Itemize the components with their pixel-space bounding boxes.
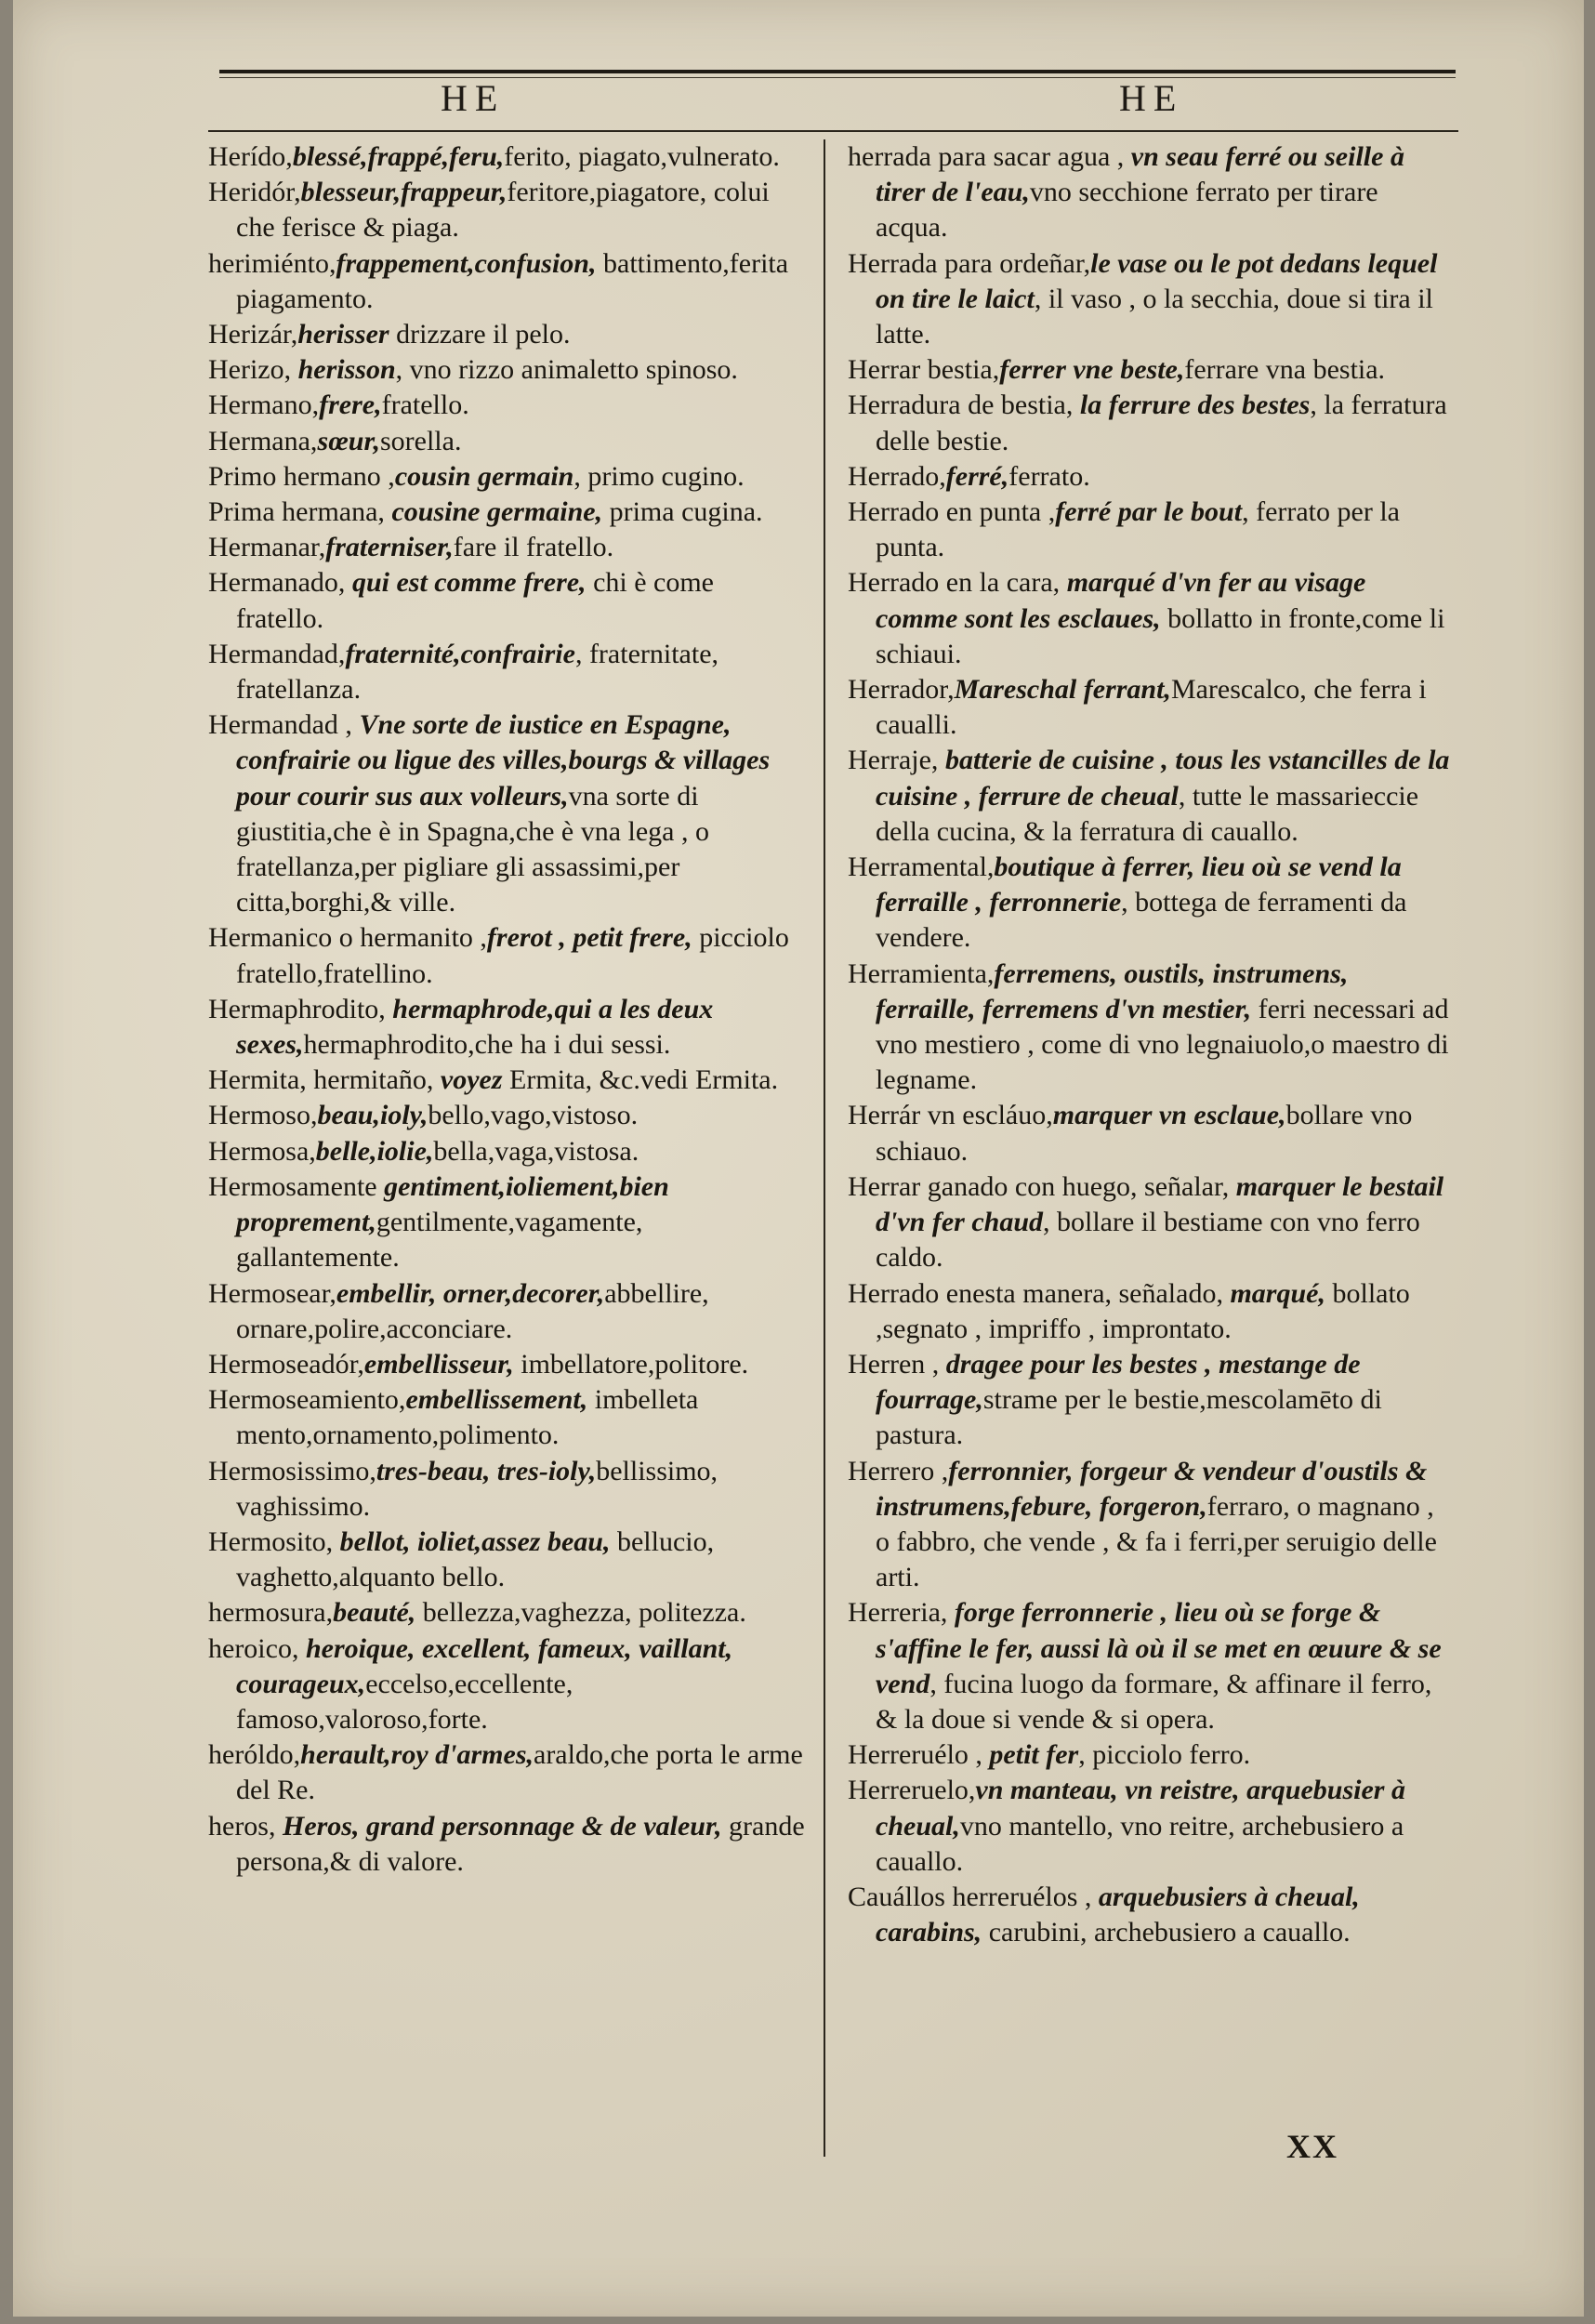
entry-headword: Herizo, <box>208 354 292 386</box>
entry-french: gentiment,ioliement,bien proprement, <box>236 1170 669 1238</box>
dictionary-entry <box>208 459 808 495</box>
entry-headword: hermosura, <box>208 1597 334 1629</box>
entry-italian: gentilmente,vagamente, gallantemente. <box>236 1207 643 1274</box>
dictionary-entry <box>848 1347 1452 1454</box>
dictionary-entry <box>848 139 1452 246</box>
dictionary-entry <box>848 1169 1452 1276</box>
entry-french: embellissement, <box>405 1384 588 1416</box>
entry-italian: vno mantello, vno reitre, archebusiero a cauallo. <box>876 1810 1404 1877</box>
entry-italian: bollare vno schiauo. <box>876 1100 1413 1167</box>
entry-italian: sorella. <box>379 425 462 456</box>
entry-headword: Hermoso, <box>208 1100 318 1131</box>
dictionary-entry <box>848 1454 1452 1596</box>
entry-headword: Hermaphrodito, <box>208 993 386 1024</box>
entry-french: vn seau ferré ou seille à tirer de l'eau, <box>876 141 1404 208</box>
dictionary-entry <box>848 352 1452 388</box>
entry-italian: chi è come fratello. <box>236 567 714 634</box>
entry-italian: bellucio, vaghetto,alquanto bello. <box>236 1525 715 1593</box>
entry-french: marqué d'vn fer au visage comme sont les esclaues, <box>876 567 1366 634</box>
entry-italian: Marescalco, che ferra i caualli. <box>876 674 1427 741</box>
entry-headword: Herreria, <box>848 1597 948 1629</box>
entry-french: petit fer <box>982 1739 1079 1771</box>
entry-french: herisser <box>297 319 389 350</box>
entry-italian: , il vaso , o la secchia, doue si tira il latte. <box>876 283 1433 350</box>
entry-french: fraterniser, <box>325 532 454 563</box>
entry-headword: Hermandad, <box>208 638 346 669</box>
dictionary-entry <box>208 1382 808 1453</box>
running-head-right: HE <box>1119 77 1184 119</box>
entry-headword: Herrado en la cara, <box>848 567 1061 599</box>
entry-italian: Ermita, &c.vedi Ermita. <box>502 1064 779 1096</box>
entry-headword: Hermanico o hermanito , <box>208 922 487 954</box>
entry-french: embellisseur, <box>363 1348 514 1380</box>
dictionary-entry <box>208 1737 808 1808</box>
dictionary-entry <box>848 495 1452 565</box>
dictionary-entry <box>848 1880 1452 1950</box>
entry-headword: Herreruelo, <box>848 1775 976 1806</box>
entry-italian: carubini, archebusiero a cauallo. <box>982 1917 1351 1948</box>
entry-french: frere, <box>319 390 382 421</box>
entry-italian: imbelleta mento,ornamento,polimento. <box>236 1384 699 1451</box>
right-column <box>848 139 1452 1950</box>
entry-french: sœur, <box>317 425 380 456</box>
entry-french: boutique à ferrer, lieu où se vend la ferraille , ferronnerie <box>876 852 1402 918</box>
signature-mark: XX <box>1286 2128 1338 2165</box>
dictionary-entry <box>208 1347 808 1382</box>
entry-italian: , tutte le massarieccie della cucina, & la ferratura di cauallo. <box>876 780 1419 847</box>
dictionary-entry <box>848 850 1452 957</box>
entry-french: heroique, excellent, fameux, vaillant, courageux, <box>236 1632 733 1699</box>
entry-italian: hermaphrodito,che ha i dui sessi. <box>303 1029 671 1061</box>
dictionary-entry <box>208 352 808 388</box>
entry-french: ferronnier, forgeur & vendeur d'oustils & instrumens,febure, forgeron, <box>876 1455 1428 1522</box>
entry-italian: , bollare il bestiame con vno ferro caldo. <box>876 1207 1420 1274</box>
entry-headword: Herraje, <box>848 745 939 776</box>
entry-headword: heróldo, <box>208 1739 301 1771</box>
entry-headword: Hermosear, <box>208 1277 336 1309</box>
left-column <box>208 139 808 1880</box>
dictionary-entry <box>208 1169 808 1276</box>
entry-headword: Herrado en punta , <box>848 496 1056 528</box>
entry-headword: Herradura de bestia, <box>848 390 1074 421</box>
entry-headword: Herrada para ordeñar, <box>848 247 1091 279</box>
entry-french: cousine germaine, <box>384 496 603 528</box>
entry-french: frerot , petit frere, <box>486 922 692 954</box>
entry-italian: vna sorte di giustitia,che è in Spagna,che è vna lega , o fratellanza,per pigliare gli assassimi,per citta,borghi,& ville. <box>236 780 709 918</box>
entry-headword: Hermosito, <box>208 1525 334 1557</box>
column-divider <box>824 139 825 2157</box>
dictionary-entry <box>208 388 808 423</box>
entry-headword: Hermano, <box>208 390 320 421</box>
entry-french: ferré par le bout <box>1055 496 1243 528</box>
entry-french: hermaphrode,qui a les deux sexes, <box>236 993 714 1061</box>
entry-italian: feritore,piagatore, colui che ferisce & piaga. <box>236 177 770 244</box>
entry-french: bellot, ioliet,assez beau, <box>333 1525 611 1557</box>
entry-french: la ferrure des bestes <box>1073 390 1311 421</box>
entry-italian: fratello. <box>381 390 469 421</box>
entry-headword: Herrado enesta manera, señalado, <box>848 1277 1223 1309</box>
entry-headword: Hermita, hermitaño, <box>208 1064 434 1096</box>
dictionary-entry <box>208 139 808 175</box>
entry-headword: herrada para sacar agua , <box>848 141 1125 172</box>
entry-french: ferré, <box>945 460 1009 492</box>
entry-headword: Herído, <box>208 141 293 172</box>
entry-french: beauté, <box>333 1597 416 1629</box>
entry-french: fraternité,confrairie <box>345 638 575 669</box>
entry-headword: Herizár, <box>208 319 298 350</box>
dictionary-entry <box>208 565 808 636</box>
entry-headword: Hermoseamiento, <box>208 1384 406 1416</box>
entry-italian: bollatto in fronte,come li schiaui. <box>876 602 1445 669</box>
entry-italian: araldo,che porta le arme del Re. <box>236 1739 803 1806</box>
entry-french: tres-beau, tres-ioly, <box>376 1455 597 1486</box>
entry-italian: , picciolo ferro. <box>1078 1739 1251 1771</box>
entry-headword: herimiénto, <box>208 247 336 279</box>
entry-italian: bellezza,vaghezza, politezza. <box>415 1597 746 1629</box>
entry-headword: Herrado, <box>848 460 946 492</box>
entry-headword: Herrár vn escláuo, <box>848 1100 1053 1131</box>
dictionary-entry <box>848 459 1452 495</box>
entry-headword: Hermosamente <box>208 1170 377 1202</box>
entry-french: vn manteau, vn reistre, arquebusier à cheual, <box>876 1775 1405 1842</box>
entry-headword: Hermanar, <box>208 532 326 563</box>
entry-french: voyez <box>433 1064 503 1096</box>
entry-french: belle,iolie, <box>315 1135 434 1167</box>
entry-italian: drizzare il pelo. <box>389 319 571 350</box>
entry-headword: Herren , <box>848 1348 940 1380</box>
entry-italian: abbellire, ornare,polire,acconciare. <box>236 1277 709 1344</box>
entry-headword: Hermosissimo, <box>208 1455 376 1486</box>
entry-headword: heros, <box>208 1810 276 1842</box>
entry-headword: Hermosa, <box>208 1135 316 1167</box>
entry-french: herisson <box>291 354 396 386</box>
entry-italian: fare il fratello. <box>453 532 614 563</box>
entry-headword: Hermanado, <box>208 567 346 599</box>
entry-italian: prima cugina. <box>602 496 763 528</box>
entry-headword: Herrero , <box>848 1455 949 1486</box>
dictionary-entry <box>208 920 808 991</box>
entry-italian: bello,vago,vistoso. <box>428 1100 639 1131</box>
dictionary-entry <box>848 246 1452 353</box>
dictionary-entry <box>208 1631 808 1738</box>
entry-french: beau,ioly, <box>317 1100 428 1131</box>
entry-italian: , ferrato per la punta. <box>876 496 1400 563</box>
dictionary-entry <box>208 1276 808 1347</box>
entry-headword: Primo hermano , <box>208 460 395 492</box>
column-top-rule <box>208 130 1458 132</box>
entry-french: frappement,confusion, <box>336 247 597 279</box>
entry-italian: , la ferratura delle bestie. <box>876 390 1447 456</box>
entry-italian: ferrato. <box>1008 460 1090 492</box>
entry-italian: picciolo fratello,fratellino. <box>236 922 789 989</box>
entry-headword: Hermana, <box>208 425 318 456</box>
dictionary-entry <box>848 1595 1452 1737</box>
top-rule <box>219 70 1456 73</box>
entry-headword: Herreruélo , <box>848 1739 982 1771</box>
dictionary-entry <box>208 317 808 352</box>
entry-headword: Herramental, <box>848 852 995 883</box>
entry-french: marqué, <box>1222 1277 1325 1309</box>
dictionary-entry <box>208 424 808 459</box>
entry-french: blesseur,frappeur, <box>300 177 508 208</box>
entry-italian: vno secchione ferrato per tirare acqua. <box>876 177 1378 244</box>
entry-italian: , fraternitate, fratellanza. <box>236 638 719 706</box>
entry-french: Vne sorte de iustice en Espagne, confrairie ou ligue des villes,bourgs & villages pour courir sus aux volleurs, <box>236 709 771 812</box>
entry-italian: eccelso,eccellente, famoso,valoroso,forte. <box>236 1668 573 1735</box>
dictionary-entry <box>208 637 808 707</box>
dictionary-entry <box>848 565 1452 672</box>
dictionary-entry <box>208 1098 808 1133</box>
entry-french: ferremens, oustils, instrumens, ferraille, ferremens d'vn mestier, <box>876 957 1349 1024</box>
entry-italian: ferito, piagato,vulnerato. <box>504 141 780 172</box>
entry-french: marquer vn esclaue, <box>1052 1100 1286 1131</box>
entry-headword: Hermoseadór, <box>208 1348 364 1380</box>
scanned-page <box>13 0 1584 2317</box>
dictionary-entry <box>208 707 808 920</box>
dictionary-entry <box>848 743 1452 850</box>
entry-french: le vase ou le pot dedans lequel on tire le laict <box>876 247 1438 314</box>
entry-italian: bollato ,segnato , impriffo , improntato. <box>876 1277 1410 1344</box>
entry-italian: ferrare vna bestia. <box>1184 354 1386 386</box>
entry-headword: Herrar ganado con huego, señalar, <box>848 1170 1230 1202</box>
dictionary-entry <box>848 672 1452 743</box>
entry-italian: , bottega de ferramenti da vendere. <box>876 887 1407 954</box>
entry-french: cousin germain <box>394 460 574 492</box>
dictionary-entry <box>848 1737 1452 1773</box>
entry-french: herault,roy d'armes, <box>300 1739 534 1771</box>
entry-french: blessé,frappé,feru, <box>292 141 505 172</box>
entry-italian: ferraro, o magnano , o fabbro, che vende , & fa i ferri,per seruigio delle arti. <box>876 1490 1437 1593</box>
entry-french: Heros, grand personnage & de valeur, <box>275 1810 722 1842</box>
dictionary-entry <box>208 1063 808 1098</box>
entry-french: arquebusiers à cheual, carabins, <box>876 1881 1360 1948</box>
entry-french: forge ferronnerie , lieu où se forge & s'affine le fer, aussi là où il se met en œuure & se vend <box>876 1597 1442 1699</box>
entry-italian: grande persona,& di valore. <box>236 1810 805 1877</box>
entry-french: batterie de cuisine , tous les vstancilles de la cuisine , ferrure de cheual <box>876 745 1450 812</box>
entry-italian: , vno rizzo animaletto spinoso. <box>395 354 738 386</box>
dictionary-entry <box>208 530 808 565</box>
running-head-left: HE <box>441 77 506 119</box>
dictionary-entry <box>208 1595 808 1631</box>
entry-headword: Prima hermana, <box>208 496 385 528</box>
dictionary-entry <box>848 1773 1452 1880</box>
entry-headword: Herrador, <box>848 674 955 706</box>
entry-headword: Heridór, <box>208 177 301 208</box>
entry-italian: ferri necessari ad vno mestiero , come di vno legnaiuolo,o maestro di legname. <box>876 993 1449 1096</box>
dictionary-entry <box>208 1134 808 1169</box>
dictionary-entry <box>208 1525 808 1595</box>
entry-french: Mareschal ferrant, <box>954 674 1171 706</box>
dictionary-entry <box>848 388 1452 458</box>
entry-italian: strame per le bestie,mescolamēto di pastura. <box>876 1384 1382 1451</box>
entry-italian: , primo cugino. <box>573 460 745 492</box>
entry-italian: bellissimo, vaghissimo. <box>236 1455 718 1522</box>
dictionary-entry <box>208 175 808 245</box>
entry-french: embellir, orner,decorer, <box>336 1277 605 1309</box>
dictionary-entry <box>848 1098 1452 1169</box>
dictionary-entry <box>208 992 808 1063</box>
entry-italian: , fucina luogo da formare, & affinare il ferro, & la doue si vende & si opera. <box>876 1668 1432 1735</box>
entry-italian: bella,vaga,vistosa. <box>433 1135 639 1167</box>
entry-french: dragee pour les bestes , mestange de fourrage, <box>876 1348 1361 1416</box>
entry-italian: imbellatore,politore. <box>513 1348 749 1380</box>
entry-headword: Herramienta, <box>848 957 995 989</box>
dictionary-entry <box>208 246 808 317</box>
dictionary-entry <box>208 1809 808 1880</box>
dictionary-entry <box>208 1454 808 1525</box>
dictionary-entry <box>848 1276 1452 1347</box>
entry-headword: Cauállos herreruélos , <box>848 1881 1092 1912</box>
entry-french: qui est comme frere, <box>345 567 587 599</box>
entry-headword: Hermandad , <box>208 709 352 741</box>
dictionary-entry <box>208 495 808 530</box>
entry-headword: heroico, <box>208 1632 299 1664</box>
entry-french: marquer le bestail d'vn fer chaud <box>876 1170 1444 1238</box>
entry-italian: battimento,ferita piagamento. <box>236 247 789 314</box>
entry-headword: Herrar bestia, <box>848 354 1000 386</box>
entry-french: ferrer vne beste, <box>999 354 1185 386</box>
dictionary-entry <box>848 957 1452 1099</box>
top-rule-thin <box>219 77 1456 78</box>
